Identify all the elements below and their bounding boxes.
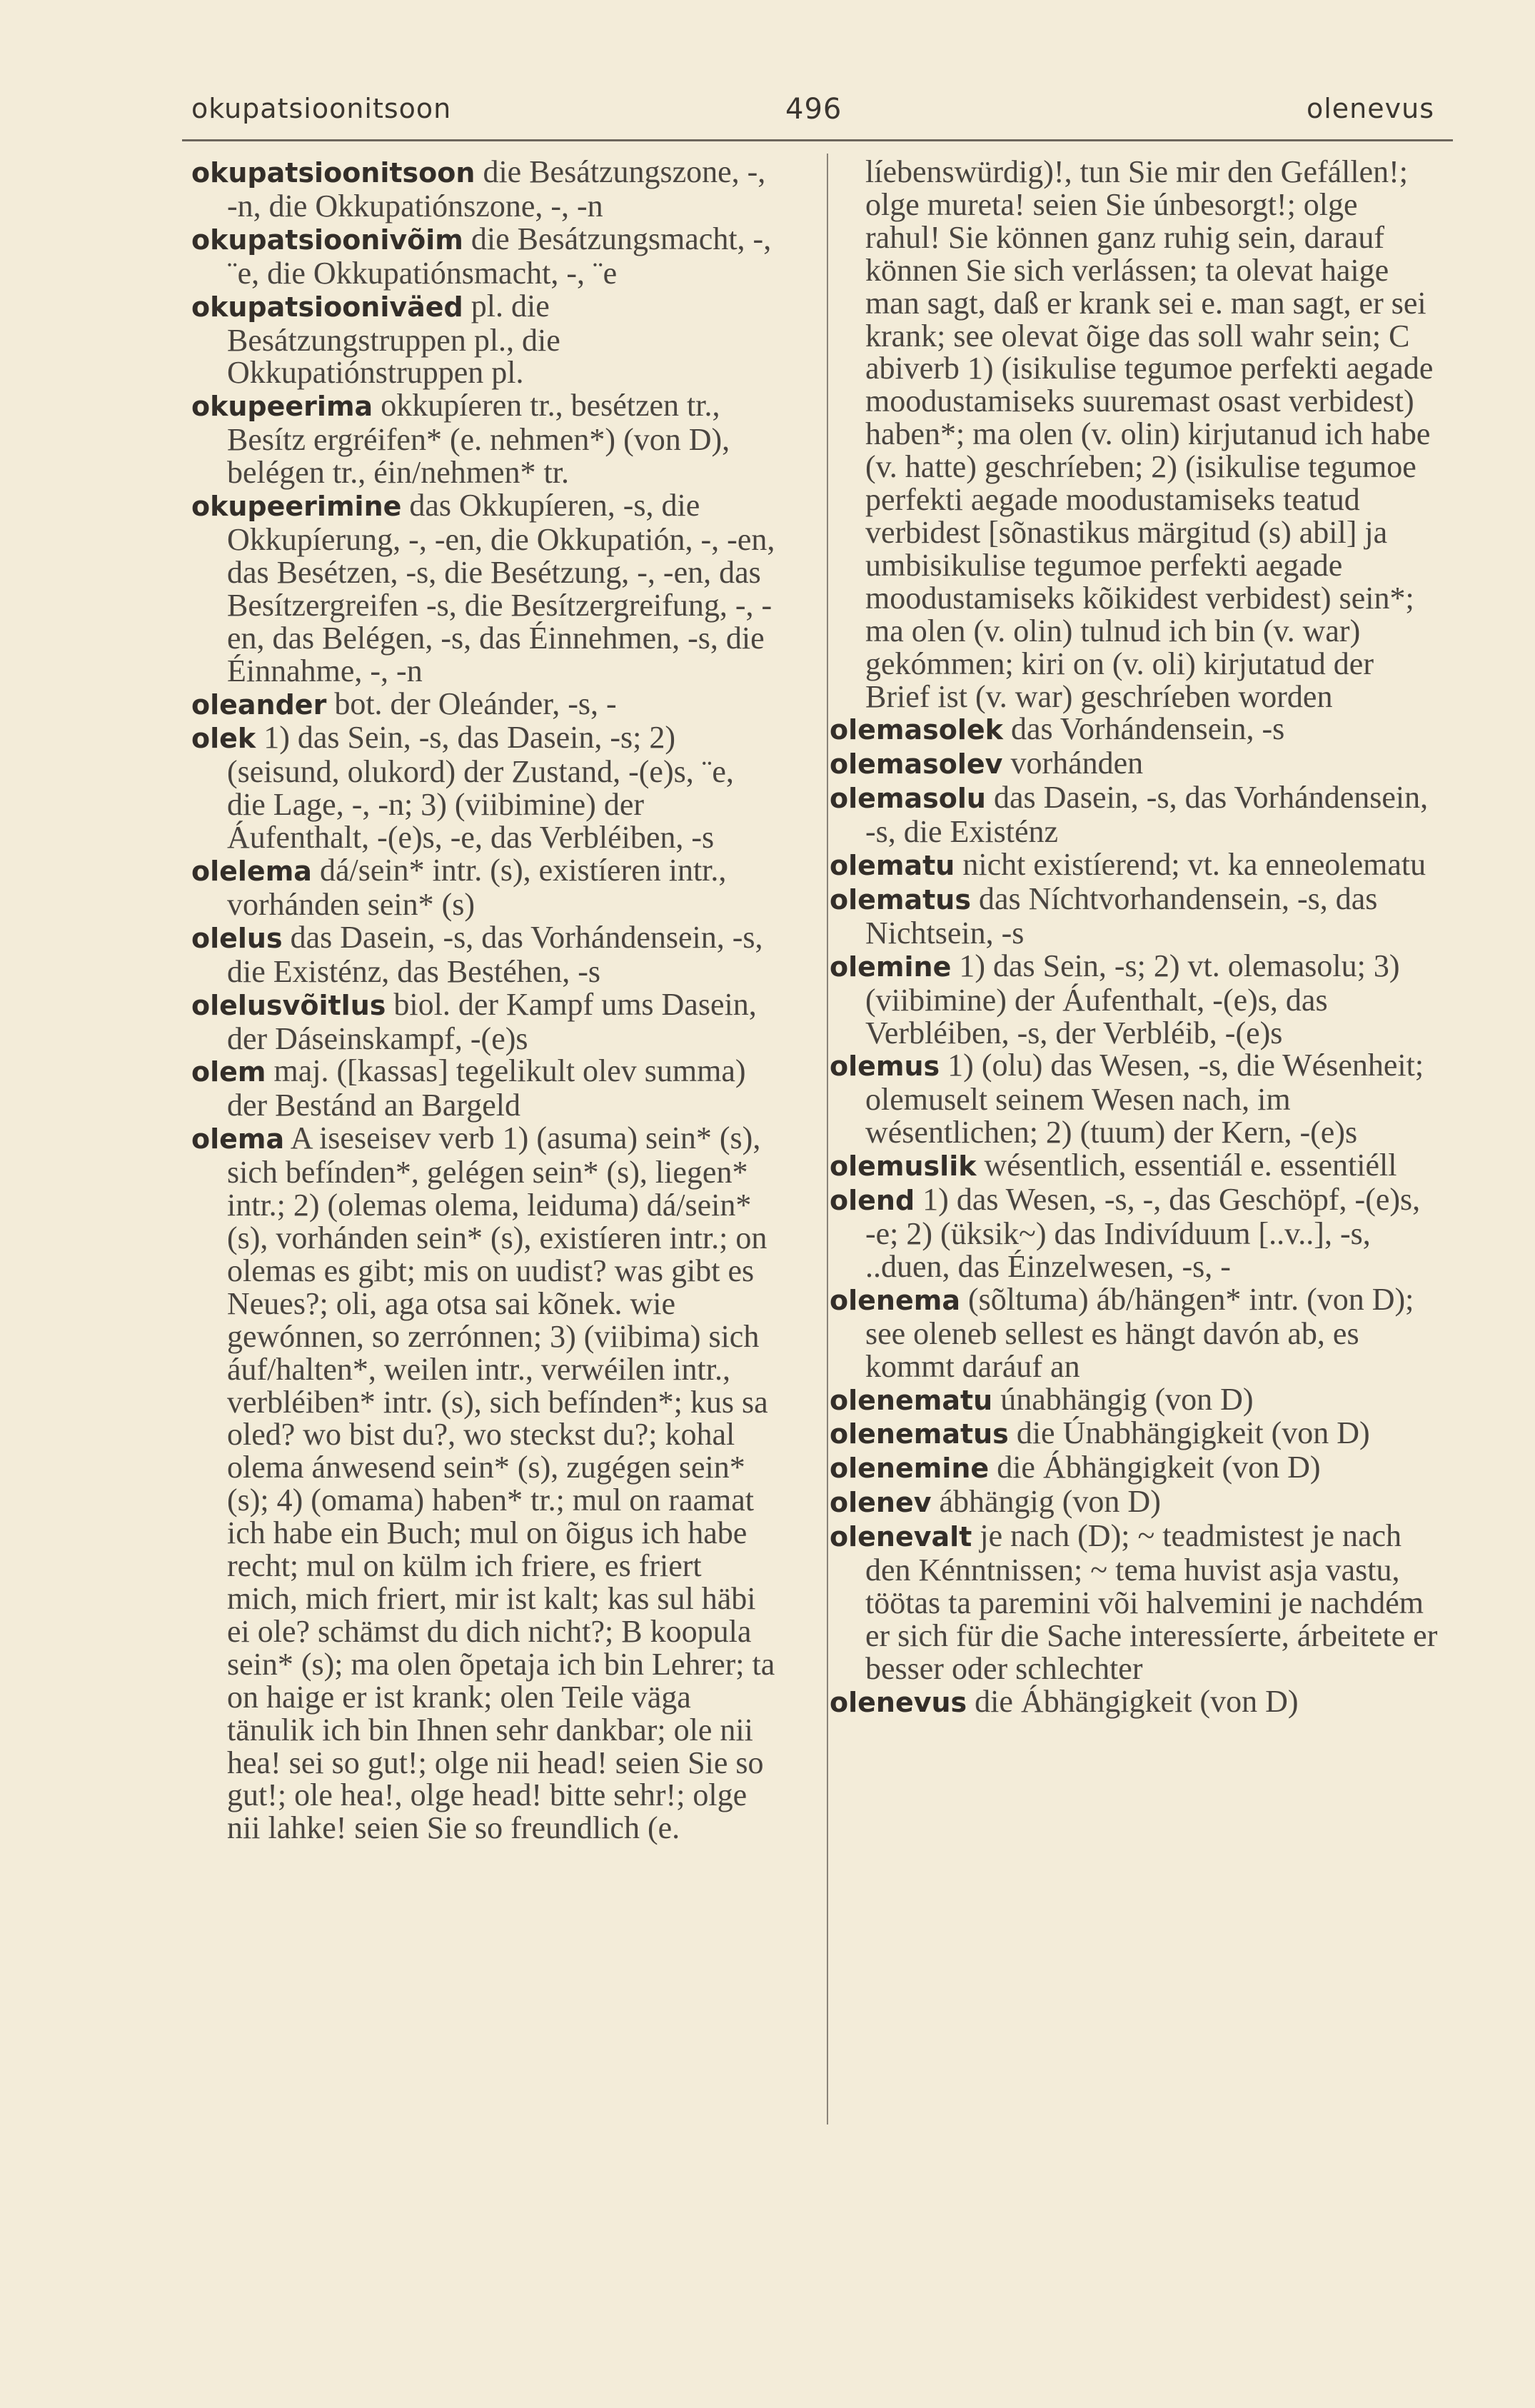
entry-headword: olenevalt xyxy=(830,1521,972,1553)
entry-body: pl. die Besátzungstruppen pl., die Okkupatiónstruppen pl. xyxy=(227,288,568,391)
entry xyxy=(830,747,1438,781)
entry-body: vorhánden xyxy=(1002,746,1144,781)
entry xyxy=(830,1183,1438,1283)
running-head-left: okupatsioonitsoon xyxy=(191,93,452,124)
entry-body: ábhängig (von D) xyxy=(931,1484,1161,1520)
entry-headword: olem xyxy=(191,1056,266,1088)
entry-body: das Níchtvorhandensein, -s, das Nichtsein, -s xyxy=(865,881,1386,950)
entry xyxy=(830,1485,1438,1520)
entry-body: das Okkupíeren, -s, die Okkupíerung, -, -en, die Okkupatión, -, -en, das Besétzen, -s, die Besétzung, -, -en, das Besítzergreifen -s, die Besítzergreifung, -, -en, das Belégen, -s, das Éinnehmen, -s, die Éinnahme, -, -n xyxy=(227,488,783,688)
entry-body: die Besátzungsmacht, -, ¨e, die Okkupatiónsmacht, -, ¨e xyxy=(227,221,780,291)
entry-body: 1) das Wesen, -s, -, das Geschöpf, -(e)s, -e; 2) (üksik~) das Indivíduum [..v..], -s, ..duen, das Éinzelwesen, -s, - xyxy=(865,1182,1429,1284)
entry-body: die Únabhängigkeit (von D) xyxy=(1008,1415,1370,1451)
entry xyxy=(830,848,1438,883)
entry xyxy=(191,156,777,223)
entry xyxy=(191,988,777,1055)
entry-headword: olemus xyxy=(830,1050,940,1083)
entry-headword: olemasolu xyxy=(830,783,986,815)
entry-headword: okupatsioonivõim xyxy=(191,224,463,256)
entry-headword: oleander xyxy=(191,688,327,721)
entry-body: dá/sein* intr. (s), existíeren intr., vorhánden sein* (s) xyxy=(227,853,735,922)
entry-headword: olenev xyxy=(830,1487,932,1519)
page-number: 496 xyxy=(785,93,842,126)
entry-body: 1) (olu) das Wesen, -s, die Wésenheit; olemuselt seinem Wesen nach, im wésentlichen; 2) (tuum) der Kern, -(e)s xyxy=(865,1048,1432,1150)
entry-headword: olenevus xyxy=(830,1686,967,1718)
entry xyxy=(191,1055,777,1122)
entry xyxy=(830,1518,1446,1686)
entry-headword: olemuslik xyxy=(830,1150,977,1183)
column-divider xyxy=(827,154,828,2124)
entry xyxy=(830,1451,1438,1485)
entry xyxy=(191,488,783,688)
entry-body: (sõltuma) áb/hängen* intr. (von D); see oleneb sellest es hängt davón ab, es kommt daráuf an xyxy=(865,1281,1422,1384)
entry xyxy=(830,781,1438,848)
entry xyxy=(191,721,777,854)
entry xyxy=(830,883,1438,950)
entry xyxy=(191,854,777,921)
entry-body: okkupíeren tr., besétzen tr., Besítz ergréifen* (e. nehmen*) (von D), belégen tr., éin/nehmen* tr. xyxy=(227,388,738,491)
entry-headword: olemine xyxy=(830,950,952,983)
entry-headword: olelema xyxy=(191,856,312,888)
entry xyxy=(191,389,777,489)
entry-body: das Dasein, -s, das Vorhándensein, -s, die Existénz, das Bestéhen, -s xyxy=(227,919,771,989)
entry-body: wésentlich, essentiál e. essentiéll xyxy=(976,1148,1397,1183)
entry-headword: okupeerima xyxy=(191,391,373,423)
entry xyxy=(191,688,777,722)
right-column xyxy=(830,154,1446,1720)
entry-body: nicht existíerend; vt. ka enneolematu xyxy=(955,847,1426,883)
entry xyxy=(830,1149,1438,1183)
entry-body: die Besátzungszone, -, -n, die Okkupatiónszone, -, -n xyxy=(227,154,774,224)
entry-headword: olenemine xyxy=(830,1453,990,1485)
entry-headword: okupatsiooniväed xyxy=(191,291,463,323)
entry-body: A iseseisev verb 1) (asuma) sein* (s), sich befínden*, gelégen sein* (s), liegen* intr.; 2) (olemas olema, leiduma) dá/sein* (s), vorhánden sein* (s), existíeren intr.; on olemas es gibt; mis on uudist? was gibt es Neues?; oli, aga otsa sai kõnek. wie gewónnen, so zerrónnen; 3) (viibima) sich áuf/halten*, weilen intr., verwéilen intr., verbléiben* intr. (s), sich befínden*; kus sa oled? wo bist du?, wo steckst du?; kohal olema ánwesend sein* (s), zugégen sein* (s); 4) (omama) haben* tr.; mul on raamat ich habe ein Buch; mul on õigus ich habe recht; mul on külm ich friere, es friert mich, mich friert, mir ist kalt; kas sul häbi ei ole? schämst du dich nicht?; B koopula sein* (s); ma olen õpetaja ich bin Lehrer; ta on haige er ist krank; olen Teile väga tänulik ich bin Ihnen sehr dankbar; ole nii hea! sei so gut!; olge nii head! seien Sie so gut!; ole hea!, olge head! bitte sehr!; olge nii lahke! seien Sie so freundlich (e. xyxy=(227,1120,783,1846)
entry-headword: olematus xyxy=(830,883,971,915)
entry xyxy=(830,1049,1438,1149)
entry-body: 1) das Sein, -s; 2) vt. olemasolu; 3) (viibimine) der Áufenthalt, -(e)s, das Verbléiben, -s, der Verbléib, -(e)s xyxy=(865,948,1408,1050)
entry-headword: olemasolev xyxy=(830,748,1003,781)
entry-headword: olend xyxy=(830,1185,915,1217)
header-rule xyxy=(182,139,1453,141)
entry xyxy=(830,1685,1438,1720)
entry xyxy=(830,1383,1438,1418)
entry-headword: olema xyxy=(191,1123,285,1155)
entry-headword: okupeerimine xyxy=(191,491,402,523)
entry xyxy=(191,221,780,291)
entry-headword: olelus xyxy=(191,922,283,954)
entry xyxy=(830,713,1438,747)
entry-body: die Ábhängigkeit (von D) xyxy=(989,1450,1321,1485)
entry-headword: olemasolek xyxy=(830,714,1003,746)
entry-headword: olematu xyxy=(830,850,955,882)
left-column xyxy=(191,154,783,1846)
entry xyxy=(830,1283,1438,1383)
running-head-right: olenevus xyxy=(1307,93,1435,124)
entry-body: die Ábhängigkeit (von D) xyxy=(967,1683,1299,1719)
entry-continuation xyxy=(830,154,1441,714)
entry xyxy=(830,950,1438,1050)
entry xyxy=(191,290,777,390)
entry-body: das Dasein, -s, das Vorhándensein, -s, die Existénz xyxy=(865,780,1436,850)
entry xyxy=(191,1120,783,1846)
entry-headword: olenematus xyxy=(830,1418,1009,1450)
entry-body: 1) das Sein, -s, das Dasein, -s; 2) (seisund, olukord) der Zustand, -(e)s, ¨e, die Lage, -, -n; 3) (viibimine) der Áufenthalt, -(e)s, -e, das Verbléiben, -s xyxy=(227,720,742,856)
entry-body: bot. der Oleánder, -s, - xyxy=(326,686,617,721)
entry-headword: okupatsioonitsoon xyxy=(191,157,475,189)
entry xyxy=(830,1417,1438,1451)
entry-headword: olek xyxy=(191,723,256,755)
entry-body: únabhängig (von D) xyxy=(992,1381,1254,1417)
entry-body: das Vorhándensein, -s xyxy=(1002,711,1285,747)
entry-headword: olenematu xyxy=(830,1384,993,1416)
entry-body: biol. der Kampf ums Dasein, der Dáseinskampf, -(e)s xyxy=(227,986,765,1056)
entry-headword: olelusvõitlus xyxy=(191,989,386,1021)
entry xyxy=(191,921,777,988)
entry-body: je nach (D); ~ teadmistest je nach den Kénntnissen; ~ tema huvist asja vastu, töötas ta paremini või halvemini je nachdém er sich für die Sache interessíerte, árbeitete er besser oder schlechter xyxy=(865,1518,1446,1686)
entry-body: líebenswürdig)!, tun Sie mir den Gefállen!; olge mureta! seien Sie únbesorgt!; olge rahul! Sie können ganz ruhig sein, darauf können Sie sich verlássen; ta olevat haige man sagt, daß er krank sei e. man sagt, er sei krank; see olevat õige das soll wahr sein; C abiverb 1) (isikulise tegumoe perfekti aegade moodustamiseks suuremast osast verbidest) haben*; ma olen (v. olin) kirjutanud ich habe (v. hatte) geschríeben; 2) (isikulise tegumoe perfekti aegade moodustamiseks teatud verbidest [sõnastikus märgitud (s) abil] ja umbisikulise tegumoe perfekti aegade moodustamiseks kõikidest verbidest) sein*; ma olen (v. olin) tulnud ich bin (v. war) gekómmen; kiri on (v. oli) kirjutatud der Brief ist (v. war) geschríeben worden xyxy=(865,154,1441,714)
entry-body: maj. ([kassas] tegelikult olev summa) der Bestánd an Bargeld xyxy=(227,1053,754,1123)
entry-headword: olenema xyxy=(830,1284,960,1316)
